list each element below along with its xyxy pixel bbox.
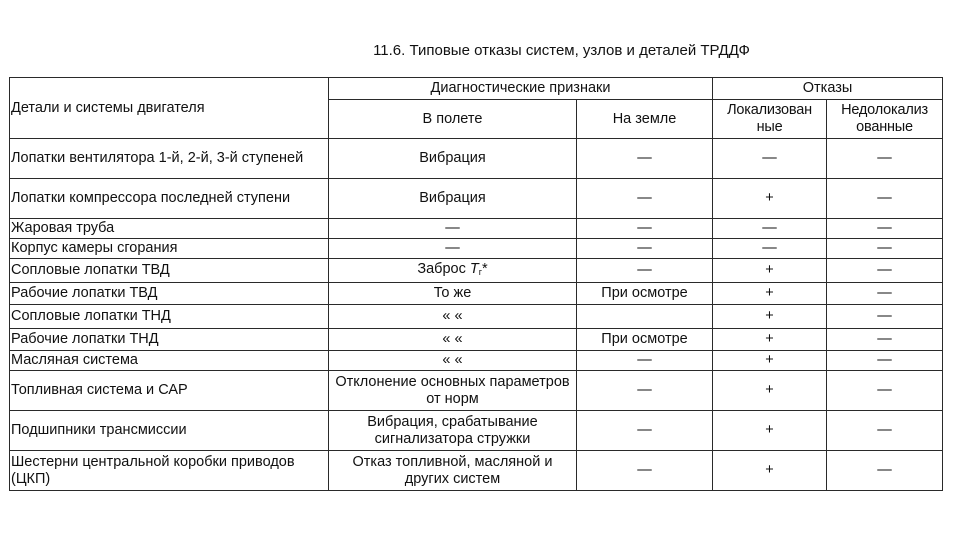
cell-component: Рабочие лопатки ТНД [10,329,329,351]
table-row [10,139,943,179]
cell-in-flight: « « [329,305,577,329]
cell-on-ground: — [577,239,713,259]
cell-component: Корпус камеры сгорания [10,239,329,259]
cell-non-localized: — [827,451,943,491]
cell-in-flight: « « [329,329,577,351]
cell-non-localized: — [827,371,943,411]
table-row [10,283,943,305]
cell-on-ground: — [577,179,713,219]
cell-localized: + [713,259,827,283]
cell-localized: — [713,239,827,259]
header-failures: Отказы [713,78,943,100]
cell-localized: + [713,351,827,371]
cell-component: Лопатки вентилятора 1-й, 2-й, 3-й ступеней [10,139,329,179]
cell-on-ground: — [577,451,713,491]
cell-on-ground: — [577,259,713,283]
cell-on-ground: — [577,371,713,411]
cell-component: Жаровая труба [10,219,329,239]
table-row [10,305,943,329]
cell-localized: + [713,179,827,219]
failures-table [9,77,943,491]
cell-on-ground: — [577,411,713,451]
cell-component: Шестерни центральной коробки приводов (ЦКП) [10,451,329,491]
cell-on-ground: — [577,351,713,371]
temperature-subscript: г [478,266,483,277]
table-row [10,411,943,451]
cell-non-localized: — [827,139,943,179]
header-diagnostic: Диагностические признаки [329,78,713,100]
table-row [10,371,943,411]
cell-non-localized: — [827,411,943,451]
cell-in-flight: Вибрация [329,139,577,179]
header-localized: Локализован ные [713,100,827,139]
table-row [10,239,943,259]
header-components: Детали и системы двигателя [10,78,329,139]
cell-non-localized: — [827,239,943,259]
cell-component: Лопатки компрессора последней ступени [10,179,329,219]
cell-component: Рабочие лопатки ТВД [10,283,329,305]
cell-localized: + [713,451,827,491]
header-on-ground: На земле [577,100,713,139]
cell-in-flight: Отклонение основных параметров от норм [329,371,577,411]
cell-in-flight-suffix: * [482,260,488,277]
cell-in-flight-prefix: Заброс [417,260,470,277]
cell-localized: + [713,371,827,411]
cell-in-flight [329,259,577,283]
cell-in-flight: Вибрация, срабатывание сигнализатора стружки [329,411,577,451]
cell-localized: — [713,219,827,239]
cell-non-localized: — [827,283,943,305]
cell-non-localized: — [827,329,943,351]
cell-component: Подшипники трансмиссии [10,411,329,451]
cell-on-ground: — [577,219,713,239]
header-non-localized: Недолокализ ованные [827,100,943,139]
cell-non-localized: — [827,219,943,239]
cell-component: Сопловые лопатки ТВД [10,259,329,283]
page-title: 11.6. Типовые отказы систем, узлов и деталей ТРДДФ [373,42,750,59]
temperature-symbol: T [469,260,479,277]
cell-localized: + [713,305,827,329]
cell-on-ground: При осмотре [577,283,713,305]
cell-on-ground: — [577,139,713,179]
table-row [10,451,943,491]
cell-in-flight: — [329,239,577,259]
cell-in-flight: « « [329,351,577,371]
cell-on-ground [577,305,713,329]
table-row [10,329,943,351]
cell-localized: — [713,139,827,179]
header-row [10,78,943,100]
cell-localized: + [713,411,827,451]
cell-component: Сопловые лопатки ТНД [10,305,329,329]
cell-non-localized: — [827,259,943,283]
cell-in-flight: То же [329,283,577,305]
cell-on-ground: При осмотре [577,329,713,351]
cell-non-localized: — [827,179,943,219]
cell-in-flight: Отказ топливной, масляной и других систем [329,451,577,491]
table-row [10,179,943,219]
header-in-flight: В полете [329,100,577,139]
cell-localized: + [713,329,827,351]
cell-localized: + [713,283,827,305]
cell-non-localized: — [827,351,943,371]
cell-non-localized: — [827,305,943,329]
cell-component: Масляная система [10,351,329,371]
table-row [10,351,943,371]
table-row [10,219,943,239]
cell-in-flight: Вибрация [329,179,577,219]
cell-in-flight: — [329,219,577,239]
cell-component: Топливная система и САР [10,371,329,411]
table-row [10,259,943,283]
